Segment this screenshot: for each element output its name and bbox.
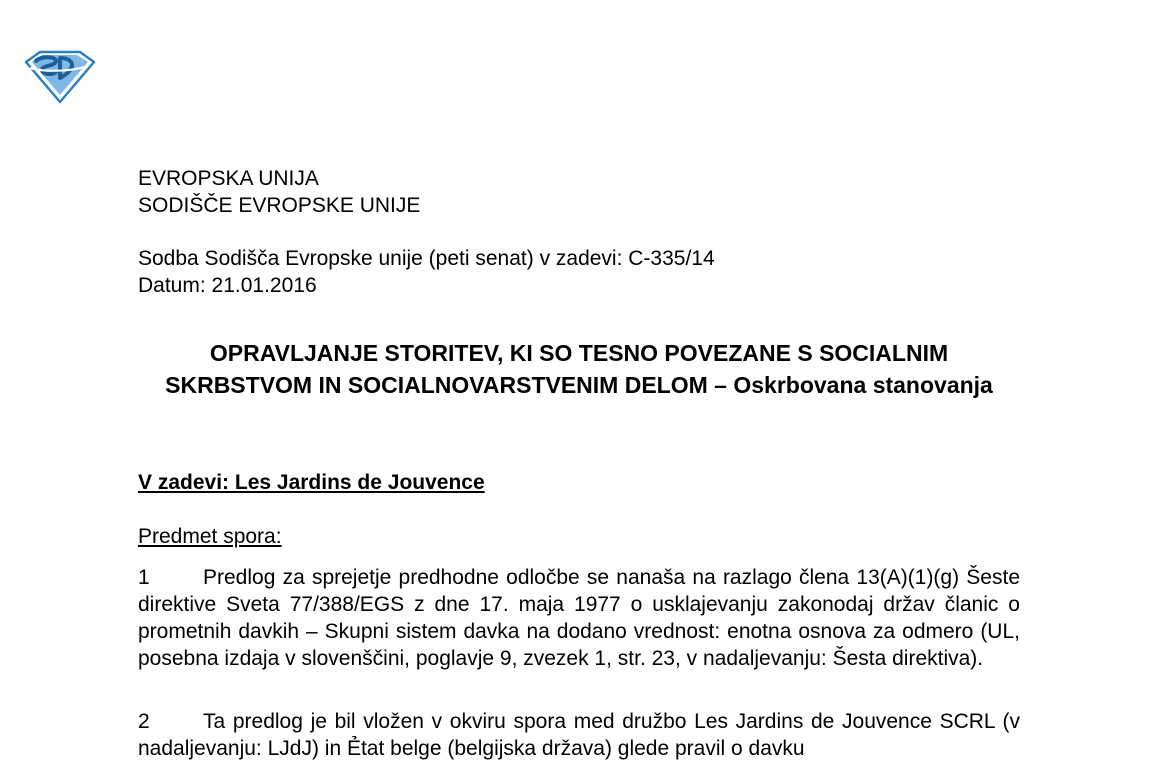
- institution-name: EVROPSKA UNIJA: [138, 167, 319, 190]
- paragraph-1: [138, 564, 1020, 672]
- judgment-reference: Sodba Sodišča Evropske unije (peti senat) v zadevi: C-335/14: [138, 247, 715, 270]
- case-subject-heading: V zadevi: Les Jardins de Jouvence: [138, 471, 485, 494]
- court-shield-logo-icon: [22, 48, 96, 104]
- dispute-subject-heading: Predmet spora:: [138, 525, 282, 548]
- paragraph-number: 2: [138, 710, 150, 733]
- judgment-date: Datum: 21.01.2016: [138, 274, 317, 297]
- paragraph-2: [138, 708, 1020, 760]
- court-name: SODIŠČE EVROPSKE UNIJE: [138, 194, 421, 217]
- paragraph-number: 1: [138, 566, 150, 589]
- paragraph-text: Predlog za sprejetje predhodne odločbe se nanaša na razlago člena 13(A)(1)(g) Šeste direktive Sveta 77/388/EGS z dne 17. maja 1977 o usklajevanju zakonodaj držav članic o prometnih davkih – Skupni sistem davka na dodano vrednost: enotna osnova za odmero (UL, posebna izdaja v slovenščini, poglavje 9, zvezek 1, str. 23, v nadaljevanju: Šesta direktiva).: [138, 566, 1020, 670]
- paragraph-text: Ta predlog je bil vložen v okviru spora med družbo Les Jardins de Jouvence SCRL (v nadaljevanju: LJdJ) in Ẻtat belge (belgijska država) glede pravil o davku: [138, 710, 1020, 760]
- document-title: OPRAVLJANJE STORITEV, KI SO TESNO POVEZANE S SOCIALNIM SKRBSTVOM IN SOCIALNOVARSTVENIM DELOM – Oskrbovana stanovanja: [165, 340, 993, 398]
